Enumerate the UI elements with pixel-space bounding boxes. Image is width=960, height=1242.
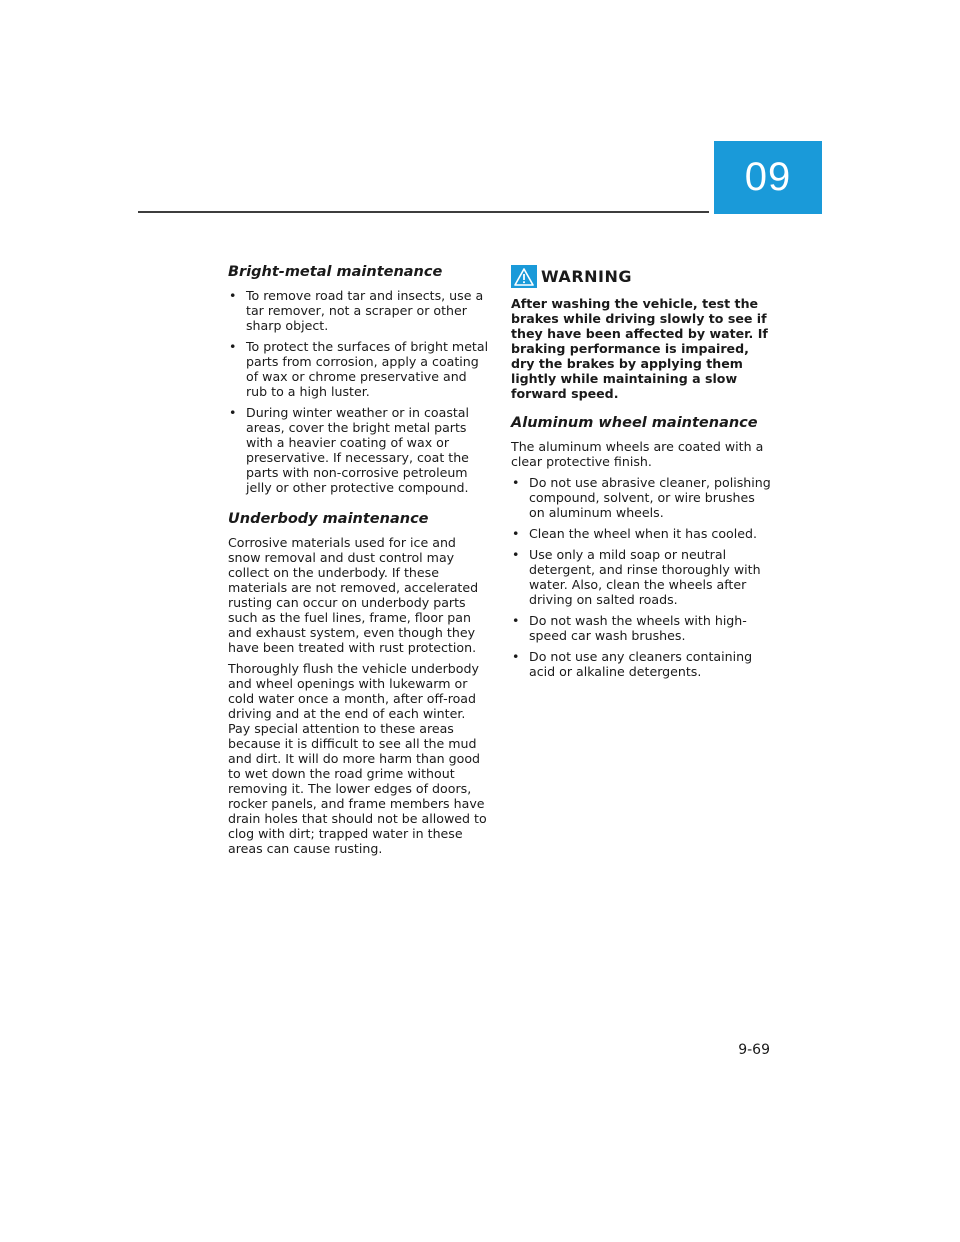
list-item: • Use only a mild soap or neutral detergent, and rinse thoroughly with water. Also, clean the wheels after driving on salted roads. [512,547,761,607]
warning-title: WARNING [541,267,632,286]
bullet-dot: • [512,526,520,541]
bullet-dot: • [512,613,520,628]
bullet-dot: • [229,339,237,354]
warning-text: After washing the vehicle, test the brakes while driving slowly to see if they have been affected by water. If braking performance is impaired, dry the brakes by applying them lightly while maintaining a slow forward speed. [511,296,768,401]
list-item: • Clean the wheel when it has cooled. [512,526,757,541]
bright-metal-section [228,262,490,495]
aluminum-section [511,413,771,679]
aluminum-heading: Aluminum wheel maintenance [511,415,758,431]
list-item: • During winter weather or in coastal areas, cover the bright metal parts with a heavier coating of wax or preservative. If necessary, coat the parts with non-corrosive petroleum jelly or other protective compound. [229,405,470,495]
list-item: • To remove road tar and insects, use a tar remover, not a scraper or other sharp object. [229,288,484,333]
list-item: • Do not wash the wheels with high-speed car wash brushes. [512,613,747,643]
warning-triangle-icon [511,265,537,288]
header-rule [138,211,709,213]
paragraph: Thoroughly flush the vehicle underbody and wheel openings with lukewarm or cold water once a month, after off-road driving and at the end of each winter. Pay special attention to these areas because it is difficult to see all the mud and dirt. It will do more harm than good to wet down the road grime without removing it. The lower edges of doors, rocker panels, and frame members have drain holes that should not be allowed to clog with dirt; trapped water in these areas can cause rusting. [228,661,487,856]
warning-box [511,265,771,401]
aluminum-list [511,475,771,679]
bright-metal-list [228,288,490,495]
chapter-tab [714,141,822,214]
list-item: • To protect the surfaces of bright metal parts from corrosion, apply a coating of wax or chrome preservative and rub to a high luster. [229,339,489,399]
bullet-dot: • [512,547,520,562]
bullet-dot: • [512,649,520,664]
bullet-dot: • [229,405,237,420]
aluminum-intro: The aluminum wheels are coated with a clear protective finish. [511,439,764,469]
bright-metal-heading: Bright-metal maintenance [228,264,443,280]
left-column [228,262,490,862]
list-item: • Do not use abrasive cleaner, polishing compound, solvent, or wire brushes on aluminum wheels. [512,475,771,520]
warning-header [511,265,771,288]
right-column [511,262,771,689]
page-number: 9-69 [738,1042,770,1058]
underbody-section [228,509,490,856]
bullet-dot: • [229,288,237,303]
paragraph: Corrosive materials used for ice and snow removal and dust control may collect on the underbody. If these materials are not removed, accelerated rusting can occur on underbody parts such as the fuel lines, frame, floor pan and exhaust system, even though they have been treated with rust protection. [228,535,479,655]
underbody-heading: Underbody maintenance [228,511,429,527]
chapter-number: 09 [744,155,792,199]
list-item: • Do not use any cleaners containing acid or alkaline detergents. [512,649,753,679]
bullet-dot: • [512,475,520,490]
